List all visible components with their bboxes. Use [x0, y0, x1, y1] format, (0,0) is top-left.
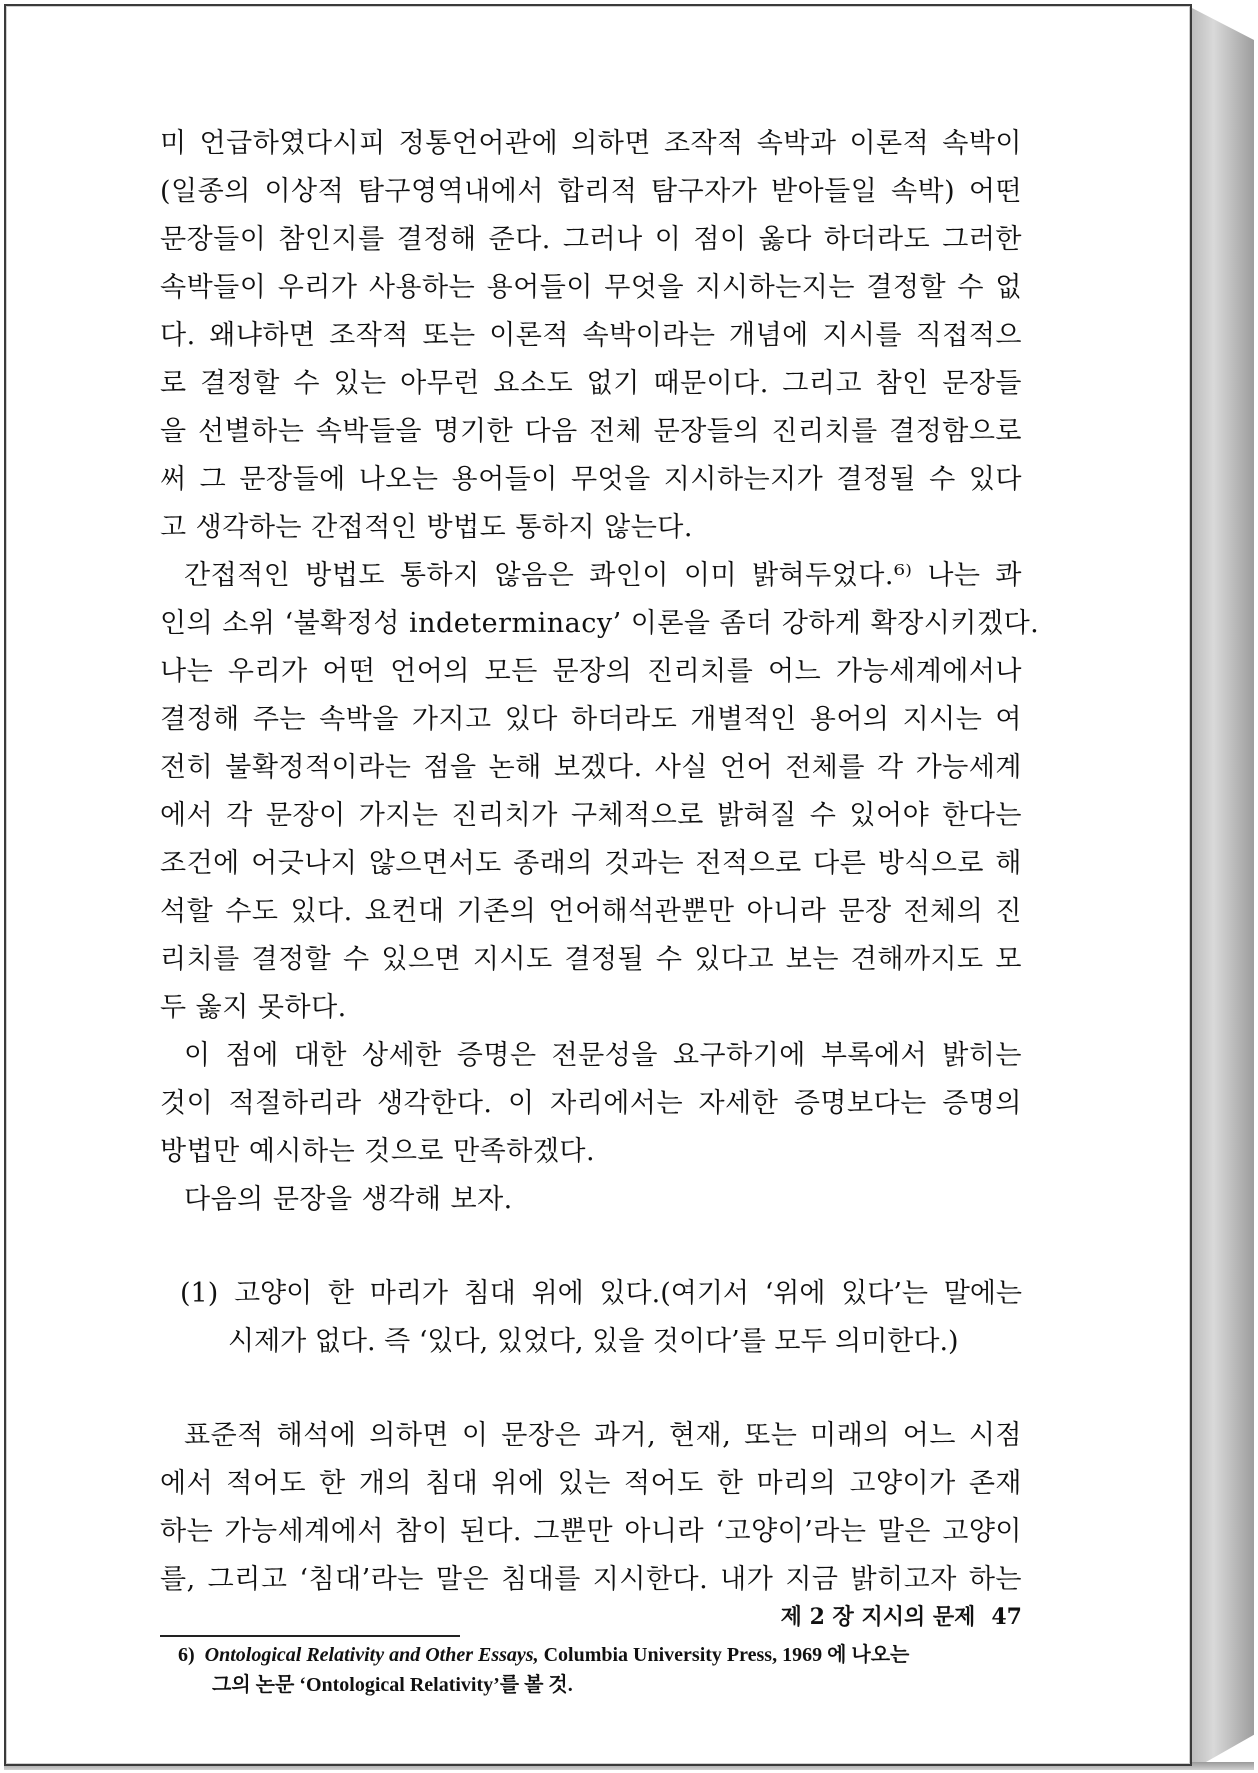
- spacer: [160, 1224, 1022, 1270]
- text-line: 고 생각하는 간접적인 방법도 통하지 않는다.: [160, 512, 693, 543]
- text-line: 하는 가능세계에서 참이 된다. 그뿐만 아니라 ‘고양이’라는 말은 고양이: [160, 1516, 1022, 1547]
- example-sentence: [160, 1270, 1022, 1366]
- text-line: 문장들이 참인지를 결정해 준다. 그러나 이 점이 옳다 하더라도 그러한: [160, 224, 1022, 255]
- footnote-book-title: Ontological Relativity and Other Essays,: [204, 1644, 539, 1666]
- book-page-edge: [1192, 8, 1254, 1770]
- text-line: 미 언급하였다시피 정통언어관에 의하면 조작적 속박과 이론적 속박이: [160, 128, 1022, 159]
- text-line: 간접적인 방법도 통하지 않음은 콰인이 이미 밝혀두었다.⁶⁾ 나는 콰: [184, 560, 1022, 591]
- text-line: 인의 소위 ‘불확정성 indeterminacy’ 이론을 좀더 강하게 확장시키겠다.: [160, 608, 1040, 639]
- text-line: 리치를 결정할 수 있으면 지시도 결정될 수 있다고 보는 견해까지도 모: [160, 944, 1022, 975]
- text-line: 을 선별하는 속박들을 명기한 다음 전체 문장들의 진리치를 결정함으로: [160, 416, 1022, 447]
- text-line: 것이 적절하리라 생각한다. 이 자리에서는 자세한 증명보다는 증명의: [160, 1088, 1022, 1119]
- text-line: 이 점에 대한 상세한 증명은 전문성을 요구하기에 부록에서 밝히는: [184, 1040, 1022, 1071]
- text-line: 를, 그리고 ‘침대’라는 말은 침대를 지시한다. 내가 지금 밝히고자 하는: [160, 1564, 1022, 1595]
- paragraph-1: [160, 120, 1022, 552]
- text-line: 방법만 예시하는 것으로 만족하겠다.: [160, 1136, 596, 1167]
- text-line: 로 결정할 수 있는 아무런 요소도 없기 때문이다. 그리고 참인 문장들: [160, 368, 1022, 399]
- paragraph-2: [160, 552, 1040, 1032]
- footnote-marker: 6): [178, 1644, 195, 1666]
- footnote-line: 그의 논문 ‘Ontological Relativity’를 볼 것.: [212, 1674, 573, 1696]
- text-line: 에서 각 문장이 가지는 진리치가 구체적으로 밝혀질 수 있어야 한다는: [160, 800, 1022, 831]
- footnote-publisher: Columbia University Press, 1969 에 나오는: [543, 1644, 910, 1666]
- text-line: 나는 우리가 어떤 언어의 모든 문장의 진리치를 어느 가능세계에서나: [160, 656, 1022, 687]
- text-line: 석할 수도 있다. 요컨대 기존의 언어해석관뿐만 아니라 문장 전체의 진: [160, 896, 1022, 927]
- text-line: 다. 왜냐하면 조작적 또는 이론적 속박이라는 개념에 지시를 직접적으: [160, 320, 1022, 351]
- body-text: [160, 120, 1040, 1604]
- paragraph-3: [160, 1032, 1022, 1176]
- page-number: 47: [991, 1604, 1022, 1630]
- footnotes: [160, 1640, 1022, 1700]
- spacer: [160, 1366, 1022, 1412]
- text-line: 표준적 해석에 의하면 이 문장은 과거, 현재, 또는 미래의 어느 시점: [184, 1420, 1022, 1451]
- text-line: 전히 불확정적이라는 점을 논해 보겠다. 사실 언어 전체를 각 가능세계: [160, 752, 1022, 783]
- footnote-divider: [160, 1635, 460, 1637]
- example-line: (1) 고양이 한 마리가 침대 위에 있다.(여기서 ‘위에 있다’는 말에는: [180, 1278, 1022, 1309]
- text-line: 속박들이 우리가 사용하는 용어들이 무엇을 지시하는지는 결정할 수 없: [160, 272, 1022, 303]
- chapter-title: 제 2 장 지시의 문제: [780, 1604, 976, 1630]
- text-line: (일종의 이상적 탐구영역내에서 합리적 탐구자가 받아들일 속박) 어떤: [160, 176, 1022, 207]
- text-line: 써 그 문장들에 나오는 용어들이 무엇을 지시하는지가 결정될 수 있다: [160, 464, 1022, 495]
- footnote-line: [160, 1640, 1022, 1670]
- text-line: 결정해 주는 속박을 가지고 있다 하더라도 개별적인 용어의 지시는 여: [160, 704, 1022, 735]
- paragraph-4: [160, 1176, 1022, 1224]
- text-line: 두 옳지 못하다.: [160, 992, 347, 1023]
- paragraph-5: [160, 1412, 1022, 1604]
- example-line: 시제가 없다. 즉 ‘있다, 있었다, 있을 것이다’를 모두 의미한다.): [228, 1326, 959, 1357]
- running-footer: [700, 1600, 1022, 1631]
- text-line: 다음의 문장을 생각해 보자.: [184, 1184, 513, 1215]
- text-line: 에서 적어도 한 개의 침대 위에 있는 적어도 한 마리의 고양이가 존재: [160, 1468, 1022, 1499]
- text-line: 조건에 어긋나지 않으면서도 종래의 것과는 전적으로 다른 방식으로 해: [160, 848, 1022, 879]
